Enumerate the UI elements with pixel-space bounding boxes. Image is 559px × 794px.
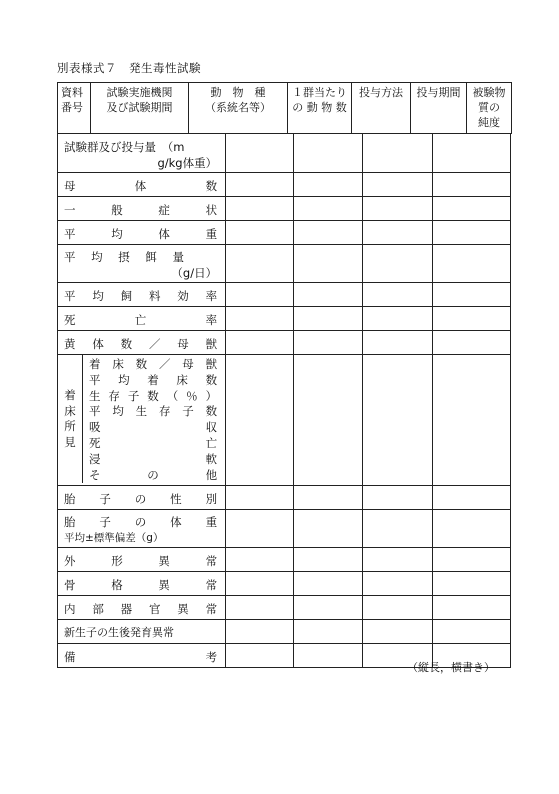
data-cell[interactable]: [433, 355, 511, 486]
header-label: 純度: [478, 116, 500, 129]
row-label-corpora-lutea: 黄体数／母獣: [58, 331, 226, 355]
data-cell[interactable]: [433, 572, 511, 596]
data-cell[interactable]: [293, 510, 363, 548]
data-cell[interactable]: [363, 307, 433, 331]
table-row: [58, 245, 511, 283]
data-cell[interactable]: [293, 572, 363, 596]
data-cell[interactable]: [363, 245, 433, 283]
data-cell[interactable]: [226, 486, 294, 510]
data-cell[interactable]: [433, 173, 511, 197]
header-label: 資料: [61, 86, 83, 99]
data-cell[interactable]: [363, 173, 433, 197]
side-char: 見: [64, 434, 76, 449]
header-cell-species: [189, 83, 288, 134]
table-row: [58, 572, 511, 596]
data-cell[interactable]: [226, 548, 294, 572]
row-label-fetal-weight: [58, 510, 226, 548]
data-cell[interactable]: [293, 197, 363, 221]
data-cell[interactable]: [363, 283, 433, 307]
implant-item: 平均着床数: [89, 372, 218, 387]
data-cell[interactable]: [293, 173, 363, 197]
row-label-mean-body-weight: 平均体重: [58, 221, 226, 245]
table-row: [58, 173, 511, 197]
header-label: １群当たり: [292, 86, 347, 99]
data-cell[interactable]: [433, 620, 511, 644]
data-cell[interactable]: [226, 331, 294, 355]
data-cell[interactable]: [226, 572, 294, 596]
orientation-note: （縦長，横書き）: [407, 661, 495, 674]
table-row: [58, 486, 511, 510]
header-cell-doc-number: [58, 83, 91, 134]
table-row: [58, 596, 511, 620]
summary-header-table: [57, 82, 512, 134]
data-cell[interactable]: [363, 620, 433, 644]
data-cell[interactable]: [226, 307, 294, 331]
data-cell[interactable]: [363, 572, 433, 596]
header-label: 動 物 種: [210, 86, 266, 99]
table-row: [58, 221, 511, 245]
row-label-feed-intake: [58, 245, 226, 283]
row-label-remarks: 備考: [58, 644, 226, 668]
row-label-skeletal-anomalies: 骨格異常: [58, 572, 226, 596]
data-cell[interactable]: [226, 221, 294, 245]
data-cell[interactable]: [293, 221, 363, 245]
header-cell-duration: [411, 83, 467, 134]
implantation-items: [83, 355, 225, 483]
data-cell[interactable]: [293, 307, 363, 331]
header-label: 被験物質の: [472, 86, 506, 114]
data-cell[interactable]: [293, 596, 363, 620]
side-char: 着: [64, 388, 76, 403]
data-cell[interactable]: [226, 644, 294, 668]
data-cell[interactable]: [363, 548, 433, 572]
data-cell[interactable]: [293, 134, 363, 173]
data-cell[interactable]: [433, 486, 511, 510]
data-cell[interactable]: [226, 197, 294, 221]
data-cell[interactable]: [226, 620, 294, 644]
table-row: [58, 548, 511, 572]
data-cell[interactable]: [293, 620, 363, 644]
data-cell[interactable]: [363, 486, 433, 510]
data-cell[interactable]: [433, 331, 511, 355]
data-cell[interactable]: [226, 245, 294, 283]
data-cell[interactable]: [433, 596, 511, 620]
header-label: 番号: [61, 101, 83, 114]
implant-item: 平均生存子数: [89, 404, 218, 419]
row-label-line: 胎子の体重: [64, 515, 218, 529]
header-cell-route: [352, 83, 411, 134]
header-label: の 動 物 数: [292, 101, 347, 114]
side-char: 床: [64, 403, 76, 418]
data-cell[interactable]: [226, 596, 294, 620]
row-label-neonatal-development: 新生子の生後発育異常: [58, 620, 226, 644]
data-cell[interactable]: [433, 221, 511, 245]
data-cell[interactable]: [226, 134, 294, 173]
data-cell[interactable]: [433, 510, 511, 548]
implant-item: 着床数／母獣: [89, 357, 218, 371]
data-cell[interactable]: [433, 283, 511, 307]
implant-item: 浸軟: [89, 451, 218, 466]
data-cell[interactable]: [226, 355, 294, 486]
header-label: 試験実施機関: [106, 86, 173, 99]
row-label-fetal-sex: 胎子の性別: [58, 486, 226, 510]
side-char: 所: [64, 419, 76, 434]
data-cell[interactable]: [363, 221, 433, 245]
implant-item: 吸収: [89, 420, 218, 435]
data-cell[interactable]: [433, 548, 511, 572]
header-cell-testing-facility: [91, 83, 189, 134]
table-row: [58, 331, 511, 355]
implantation-block: [58, 355, 225, 483]
data-cell[interactable]: [293, 245, 363, 283]
row-label-line: （g/日）: [171, 266, 218, 280]
implant-item: 生存子数（％）: [89, 388, 218, 403]
row-label-mortality: 死亡率: [58, 307, 226, 331]
row-label-dam-count: 母体数: [58, 173, 226, 197]
data-cell[interactable]: [293, 283, 363, 307]
row-label-dose-groups: [58, 134, 226, 173]
data-cell[interactable]: [363, 331, 433, 355]
data-cell[interactable]: [293, 486, 363, 510]
table-row: [58, 134, 511, 173]
row-label-line: g/kg体重）: [157, 155, 218, 170]
data-cell[interactable]: [293, 644, 363, 668]
data-cell[interactable]: [293, 355, 363, 486]
row-label-implantation-findings: [58, 355, 226, 486]
data-cell[interactable]: [226, 510, 294, 548]
row-label-line: 平均摂餌量: [64, 250, 184, 264]
implantation-side-label: [58, 355, 83, 483]
row-label-feed-efficiency: 平均飼料効率: [58, 283, 226, 307]
header-cell-animals-per-group: [288, 83, 352, 134]
table-row: [58, 197, 511, 221]
data-cell[interactable]: [293, 548, 363, 572]
results-table: [57, 133, 511, 668]
data-cell[interactable]: [363, 197, 433, 221]
row-label-general-signs: 一般症状: [58, 197, 226, 221]
implant-item: その他: [89, 467, 218, 482]
table-row: [58, 283, 511, 307]
row-label-line: 平均±標準偏差（g）: [64, 532, 164, 544]
data-cell[interactable]: [226, 173, 294, 197]
table-row: [58, 307, 511, 331]
data-cell[interactable]: [293, 331, 363, 355]
implant-item: 死亡: [89, 435, 218, 450]
row-label-external-anomalies: 外形異常: [58, 548, 226, 572]
table-row: [58, 510, 511, 548]
row-label-line: 試験群及び投与量 （m: [64, 139, 185, 154]
document-title: 別表様式７ 発生毒性試験: [57, 61, 201, 75]
data-cell[interactable]: [363, 134, 433, 173]
header-label: （系統名等）: [205, 101, 271, 114]
data-cell[interactable]: [433, 245, 511, 283]
header-label: 投与期間: [416, 86, 461, 99]
header-label: 投与方法: [359, 86, 403, 99]
table-row: [58, 355, 511, 486]
table-row: [58, 620, 511, 644]
data-cell[interactable]: [433, 307, 511, 331]
header-cell-purity: [467, 83, 512, 134]
data-cell[interactable]: [363, 510, 433, 548]
header-label: 及び試験期間: [106, 101, 173, 114]
data-cell[interactable]: [226, 283, 294, 307]
data-cell[interactable]: [433, 134, 511, 173]
data-cell[interactable]: [363, 596, 433, 620]
data-cell[interactable]: [433, 197, 511, 221]
data-cell[interactable]: [363, 355, 433, 486]
row-label-visceral-anomalies: 内部器官異常: [58, 596, 226, 620]
